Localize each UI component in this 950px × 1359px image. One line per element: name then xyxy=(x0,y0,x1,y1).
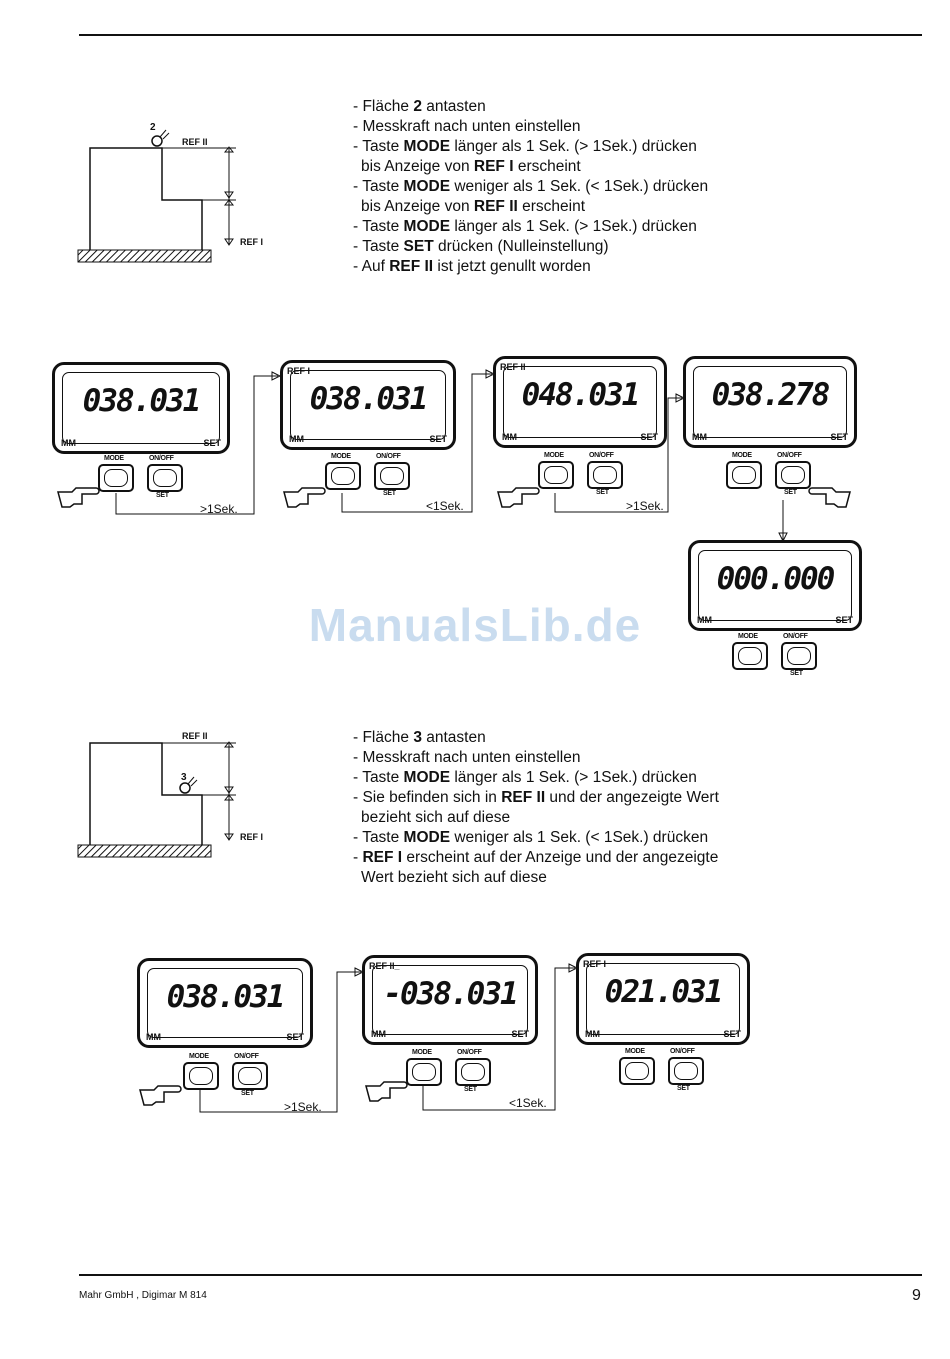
lcd-display: 000.000 MM SET xyxy=(688,540,862,631)
ref-ii-label: REF II xyxy=(182,731,208,741)
mode-button[interactable] xyxy=(619,1057,655,1085)
mode-label: MODE xyxy=(412,1049,432,1056)
onoff-button[interactable] xyxy=(668,1057,704,1085)
set-label: SET xyxy=(156,492,169,499)
ref-indicator: REF I xyxy=(287,366,311,376)
probe-number-2: 2 xyxy=(150,122,156,133)
transition-label: >1Sek. xyxy=(200,502,238,516)
onoff-label: ON/OFF xyxy=(149,455,174,462)
transition-label: >1Sek. xyxy=(626,499,664,513)
set-label: SET xyxy=(383,490,396,497)
onoff-label: ON/OFF xyxy=(376,453,401,460)
ref-ii-label: REF II xyxy=(182,137,208,147)
onoff-button[interactable] xyxy=(232,1062,268,1090)
onoff-button[interactable] xyxy=(775,461,811,489)
onoff-button[interactable] xyxy=(455,1058,491,1086)
lcd-display: 038.031 MM SET xyxy=(52,362,230,454)
instructions-1 xyxy=(353,97,708,277)
instruction-line: - Sie befinden sich in REF II und der angezeigte Wert xyxy=(353,789,719,806)
lcd-display: REF I 038.031 MM SET xyxy=(280,360,456,450)
mode-label: MODE xyxy=(189,1053,209,1060)
mode-button[interactable] xyxy=(538,461,574,489)
onoff-label: ON/OFF xyxy=(457,1049,482,1056)
mode-button[interactable] xyxy=(325,462,361,490)
instruction-line: - Taste MODE weniger als 1 Sek. (< 1Sek.) drücken xyxy=(353,178,709,195)
top-rule xyxy=(79,34,922,36)
instruction-line: - Messkraft nach unten einstellen xyxy=(353,749,581,766)
set-label: SET xyxy=(784,489,797,496)
mode-button[interactable] xyxy=(183,1062,219,1090)
instruction-line: bezieht sich auf diese xyxy=(361,809,511,826)
instruction-line: - Fläche 2 antasten xyxy=(353,98,486,115)
watermark: ManualsLib.de xyxy=(308,599,642,651)
page-number: 9 xyxy=(912,1287,921,1304)
instruction-line: bis Anzeige von REF I erscheint xyxy=(361,158,581,175)
instruction-line: Wert bezieht sich auf diese xyxy=(361,869,547,886)
set-label: SET xyxy=(677,1085,690,1092)
mode-label: MODE xyxy=(732,452,752,459)
mode-button[interactable] xyxy=(406,1058,442,1086)
lcd-display: REF I 021.031 MM SET xyxy=(576,953,750,1045)
onoff-label: ON/OFF xyxy=(589,452,614,459)
mode-label: MODE xyxy=(738,633,758,640)
mode-label: MODE xyxy=(331,453,351,460)
instruction-line: - Taste MODE länger als 1 Sek. (> 1Sek.) drücken xyxy=(353,218,697,235)
onoff-button[interactable] xyxy=(374,462,410,490)
instruction-line: - Auf REF II ist jetzt genullt worden xyxy=(353,258,591,275)
lcd-display: 038.278 MM SET xyxy=(683,356,857,448)
onoff-label: ON/OFF xyxy=(234,1053,259,1060)
onoff-label: ON/OFF xyxy=(777,452,802,459)
footer-text: Mahr GmbH , Digimar M 814 xyxy=(79,1290,207,1301)
lcd-display: REF II 048.031 MM SET xyxy=(493,356,667,448)
instruction-line: - REF I erscheint auf der Anzeige und der angezeigte xyxy=(353,849,719,866)
instruction-line: - Taste MODE weniger als 1 Sek. (< 1Sek.) drücken xyxy=(353,829,709,846)
set-label: SET xyxy=(596,489,609,496)
onoff-button[interactable] xyxy=(147,464,183,492)
transition-label: <1Sek. xyxy=(426,499,464,513)
mode-button[interactable] xyxy=(98,464,134,492)
onoff-label: ON/OFF xyxy=(783,633,808,640)
lcd-display: REF II_ -038.031 MM SET xyxy=(362,955,538,1045)
set-label: SET xyxy=(241,1090,254,1097)
set-label: SET xyxy=(790,670,803,677)
ref-indicator: REF II xyxy=(500,362,526,372)
ref-indicator: REF I xyxy=(583,959,607,969)
onoff-button[interactable] xyxy=(587,461,623,489)
instruction-line: - Taste MODE länger als 1 Sek. (> 1Sek.) drücken xyxy=(353,138,697,155)
set-label: SET xyxy=(464,1086,477,1093)
instruction-line: - Taste SET drücken (Nulleinstellung) xyxy=(353,238,609,255)
mode-label: MODE xyxy=(544,452,564,459)
instruction-line: - Taste MODE länger als 1 Sek. (> 1Sek.) drücken xyxy=(353,769,697,786)
probe-number-3: 3 xyxy=(181,772,187,783)
transition-label: <1Sek. xyxy=(509,1096,547,1110)
ref-i-label: REF I xyxy=(240,832,264,842)
instruction-line: - Fläche 3 antasten xyxy=(353,729,486,746)
bottom-rule xyxy=(79,1274,922,1276)
instruction-line: bis Anzeige von REF II erscheint xyxy=(361,198,586,215)
lcd-display: 038.031 MM SET xyxy=(137,958,313,1048)
mode-label: MODE xyxy=(104,455,124,462)
mode-button[interactable] xyxy=(726,461,762,489)
instructions-2 xyxy=(353,728,719,888)
transition-label: >1Sek. xyxy=(284,1100,322,1114)
onoff-label: ON/OFF xyxy=(670,1048,695,1055)
instruction-line: - Messkraft nach unten einstellen xyxy=(353,118,581,135)
ref-indicator: REF II_ xyxy=(369,961,400,971)
mode-label: MODE xyxy=(625,1048,645,1055)
ref-i-label: REF I xyxy=(240,237,264,247)
